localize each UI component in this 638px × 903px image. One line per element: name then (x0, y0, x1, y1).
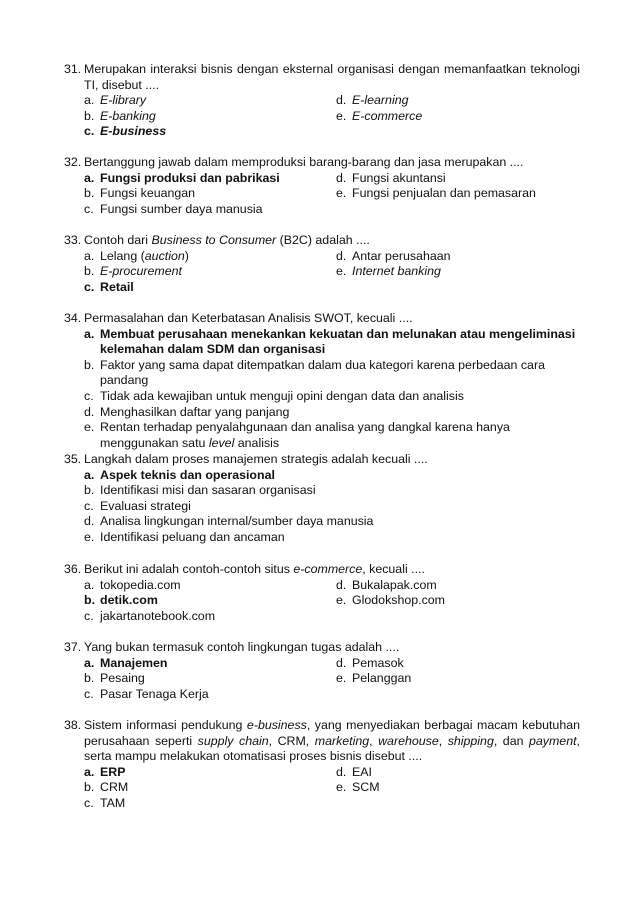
option-letter: b. (84, 483, 95, 498)
option-letter: b. (84, 671, 95, 686)
answer-option: e. Identifikasi peluang dan ancaman (84, 529, 285, 544)
question-text: Berikut ini adalah contoh-contoh situs e-commerce, kecuali .... (84, 562, 425, 576)
option-letter: d. (84, 514, 95, 529)
option-letter: b. (84, 780, 95, 795)
answer-option: c. Evaluasi strategi (84, 498, 191, 513)
question-number: 36. (64, 562, 82, 576)
answer-option: d. Fungsi akuntansi (336, 170, 446, 185)
answer-option: d. Analisa lingkungan internal/sumber daya manusia (84, 514, 374, 529)
answer-option: c. jakartanotebook.com (84, 608, 216, 623)
answer-options (84, 578, 580, 625)
answer-options (84, 249, 580, 296)
answer-option: b. Fungsi keuangan (84, 186, 196, 201)
option-letter: e. (84, 529, 95, 544)
answer-options (84, 656, 580, 703)
option-letter: b. (84, 593, 96, 608)
answer-option: b. Identifikasi misi dan sasaran organisasi (84, 483, 316, 498)
question-number: 32. (64, 155, 82, 169)
option-letter: a. (84, 170, 95, 185)
option-letter: c. (84, 388, 94, 403)
option-letter: d. (336, 248, 347, 263)
option-letter: a. (84, 577, 95, 592)
option-letter: d. (336, 170, 347, 185)
answer-option: d. E-learning (336, 93, 409, 108)
answer-options (84, 327, 580, 452)
option-letter: c. (84, 201, 94, 216)
option-letter: c. (84, 279, 95, 294)
answer-option: e. Fungsi penjualan dan pemasaran (336, 186, 536, 201)
question-31 (64, 62, 580, 140)
question-number: 31. (64, 62, 82, 76)
answer-option: e. Internet banking (336, 264, 441, 279)
question-38 (64, 718, 580, 812)
answer-option-correct: c. Retail (84, 279, 134, 294)
option-letter: c. (84, 498, 94, 513)
question-32 (64, 155, 580, 217)
option-letter: c. (84, 795, 94, 810)
option-letter: b. (84, 186, 95, 201)
question-text: Merupakan interaksi bisnis dengan eksternal organisasi dengan memanfaatkan teknologi TI, disebut .... (84, 62, 580, 92)
answer-options (84, 93, 580, 140)
option-letter: b. (84, 264, 95, 279)
answer-option: c. Fungsi sumber daya manusia (84, 201, 263, 216)
option-letter: a. (84, 655, 95, 670)
option-letter: b. (84, 357, 95, 372)
option-letter: e. (84, 420, 95, 435)
answer-option-correct: a. Fungsi produksi dan pabrikasi (84, 170, 280, 185)
option-letter: e. (336, 593, 347, 608)
question-number: 33. (64, 233, 82, 247)
option-letter: d. (336, 93, 347, 108)
answer-option: c. Tidak ada kewajiban untuk menguji opini dengan data dan analisis (84, 388, 464, 403)
answer-option: b. Faktor yang sama dapat ditempatkan dalam dua kategori karena perbedaan cara pandang (84, 357, 545, 388)
answer-option: a. tokopedia.com (84, 577, 181, 592)
option-letter: c. (84, 608, 94, 623)
answer-option: b. E-procurement (84, 264, 182, 279)
question-36 (64, 562, 580, 624)
question-text: Permasalahan dan Keterbatasan Analisis SWOT, kecuali .... (84, 311, 413, 325)
answer-option: d. EAI (336, 764, 372, 779)
option-letter: a. (84, 764, 95, 779)
answer-option: d. Antar perusahaan (336, 248, 451, 263)
answer-option: b. Pesaing (84, 671, 145, 686)
answer-option: a. Lelang (auction) (84, 248, 189, 263)
question-34 (64, 311, 580, 451)
option-letter: a. (84, 467, 95, 482)
option-letter: e. (336, 108, 347, 123)
answer-option: c. TAM (84, 795, 126, 810)
option-letter: e. (336, 264, 347, 279)
question-text: Bertanggung jawab dalam memproduksi barang-barang dan jasa merupakan .... (84, 155, 524, 169)
answer-option: e. E-commerce (336, 108, 423, 123)
answer-option: c. Pasar Tenaga Kerja (84, 686, 209, 701)
answer-option: b. E-banking (84, 108, 156, 123)
answer-option: e. Rentan terhadap penyalahgunaan dan analisa yang dangkal karena hanya menggunakan satu level analisis (84, 420, 510, 450)
answer-option: d. Bukalapak.com (336, 577, 437, 592)
answer-options (84, 171, 580, 218)
question-number: 37. (64, 640, 82, 654)
question-number: 35. (64, 452, 82, 466)
answer-option-correct: c. E-business (84, 124, 167, 139)
answer-option-correct: a. ERP (84, 764, 126, 779)
question-35 (64, 452, 580, 546)
question-text: Langkah dalam proses manajemen strategis adalah kecuali .... (84, 452, 428, 466)
question-33 (64, 233, 580, 295)
option-letter: d. (336, 655, 347, 670)
option-letter: d. (336, 764, 347, 779)
answer-option: e. Pelanggan (336, 671, 412, 686)
question-text: Yang bukan termasuk contoh lingkungan tugas adalah .... (84, 640, 400, 654)
question-text: Contoh dari Business to Consumer (B2C) adalah .... (84, 233, 370, 247)
answer-option: e. Glodokshop.com (336, 593, 445, 608)
question-number: 38. (64, 718, 82, 732)
answer-option-correct: a. Manajemen (84, 655, 168, 670)
answer-option: e. SCM (336, 780, 380, 795)
question-37 (64, 640, 580, 702)
option-letter: e. (336, 671, 347, 686)
question-text: Sistem informasi pendukung e-business, yang menyediakan berbagai macam kebutuhan perusahaan seperti supply chain, CRM, marketing, warehouse, shipping, dan payment, serta mampu melakukan otomatisasi proses bisnis disebut .... (84, 718, 580, 764)
option-letter: e. (336, 186, 347, 201)
question-number: 34. (64, 311, 82, 325)
option-letter: a. (84, 326, 95, 341)
answer-options (84, 765, 580, 812)
option-letter: e. (336, 780, 347, 795)
answer-option-correct: a. Membuat perusahaan menekankan kekuatan dan melunakan atau mengeliminasi kelemahan dalam SDM dan organisasi (84, 326, 576, 357)
option-letter: d. (336, 577, 347, 592)
option-letter: c. (84, 124, 95, 139)
answer-option-correct: a. Aspek teknis dan operasional (84, 467, 275, 482)
answer-option-correct: b. detik.com (84, 593, 158, 608)
option-letter: c. (84, 686, 94, 701)
answer-option: d. Pemasok (336, 655, 404, 670)
option-letter: b. (84, 108, 95, 123)
answer-option: a. E-library (84, 93, 147, 108)
answer-option: d. Menghasilkan daftar yang panjang (84, 404, 290, 419)
option-letter: a. (84, 248, 95, 263)
option-letter: d. (84, 404, 95, 419)
option-letter: a. (84, 93, 95, 108)
answer-option: b. CRM (84, 780, 129, 795)
answer-options (84, 468, 580, 546)
